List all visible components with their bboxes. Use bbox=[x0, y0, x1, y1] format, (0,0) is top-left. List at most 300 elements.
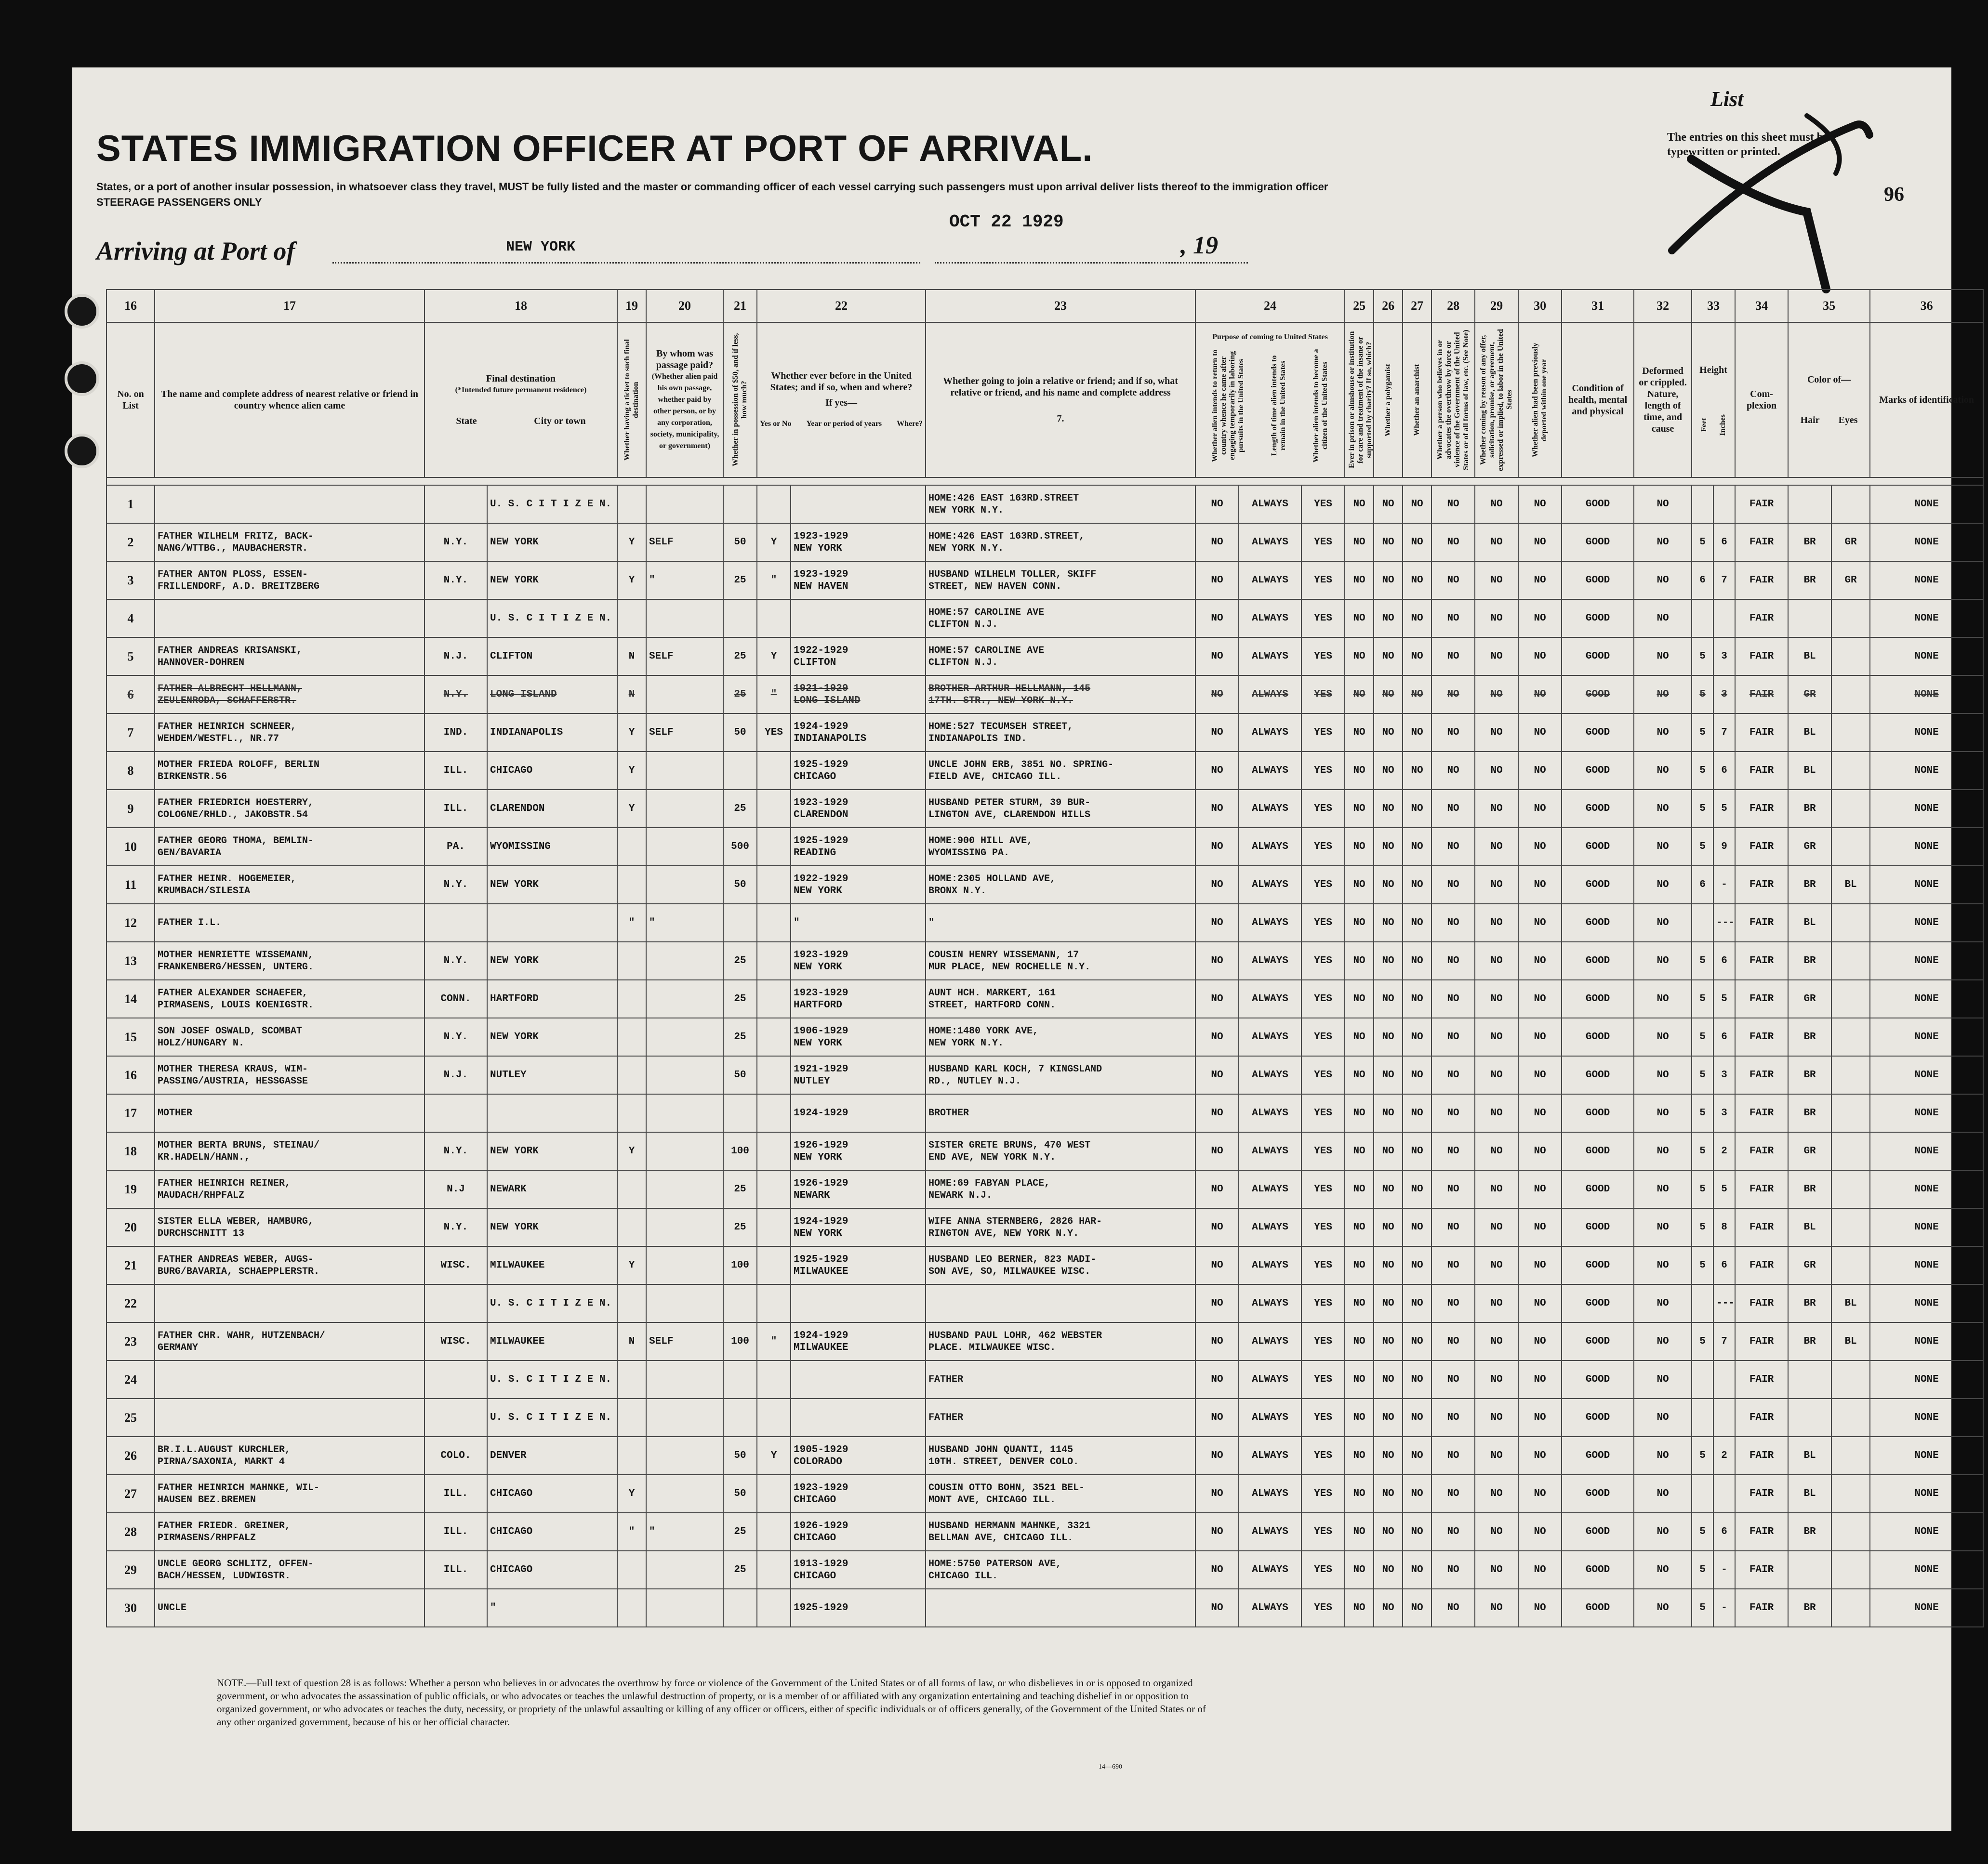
cell-deformed: NO bbox=[1634, 675, 1692, 714]
deported-label: Whether alien had been previously deported within one year bbox=[1531, 343, 1549, 457]
binder-hole-icon bbox=[65, 361, 99, 396]
cell-deported: NO bbox=[1518, 485, 1562, 523]
cell-list-number: 29 bbox=[106, 1551, 155, 1589]
cell-relative-address-line: HOLZ/HUNGARY N. bbox=[158, 1037, 245, 1049]
cell-state bbox=[424, 1399, 487, 1437]
cell-relative-address-line: FATHER I.L. bbox=[158, 917, 222, 928]
cell-ticket bbox=[617, 980, 646, 1018]
page-number: 96 bbox=[1884, 184, 1904, 206]
cell-passage-paid: " bbox=[646, 904, 723, 942]
cell-money bbox=[723, 1399, 757, 1437]
cell-polygamist: NO bbox=[1374, 485, 1403, 523]
cell-eyes bbox=[1831, 1589, 1870, 1627]
cell-relative-address-line: MAUDACH/RHPFALZ bbox=[158, 1190, 245, 1201]
cell-joining-line: STREET, NEW HAVEN CONN. bbox=[928, 581, 1062, 592]
cell-contract: NO bbox=[1475, 1399, 1518, 1437]
cell-health: GOOD bbox=[1562, 942, 1634, 980]
cell-deformed: NO bbox=[1634, 904, 1692, 942]
polygamist-label: Whether a polygamist bbox=[1384, 363, 1392, 436]
cell-joining bbox=[926, 828, 1195, 866]
cell-passage-paid bbox=[646, 790, 723, 828]
cell-where: HARTFORD bbox=[794, 999, 842, 1011]
cell-relative-address bbox=[155, 1551, 424, 1589]
cell-inches: 6 bbox=[1713, 1018, 1735, 1056]
cell-deformed: NO bbox=[1634, 942, 1692, 980]
cell-health: GOOD bbox=[1562, 752, 1634, 790]
cell-joining bbox=[926, 637, 1195, 675]
cell-ticket: Y bbox=[617, 714, 646, 752]
cell-joining bbox=[926, 980, 1195, 1018]
cell-year-period: 1925-1929 bbox=[794, 1254, 848, 1265]
cell-prison: NO bbox=[1345, 1056, 1374, 1094]
cell-prison: NO bbox=[1345, 790, 1374, 828]
cell-relative-address bbox=[155, 485, 424, 523]
cell-year-period: 1926-1929 bbox=[794, 1520, 848, 1532]
cell-passage-paid: SELF bbox=[646, 523, 723, 561]
cell-deported: NO bbox=[1518, 1322, 1562, 1361]
cell-city bbox=[487, 904, 617, 942]
cell-state: N.Y. bbox=[424, 1208, 487, 1246]
cell-health: GOOD bbox=[1562, 828, 1634, 866]
cell-relative-address bbox=[155, 1361, 424, 1399]
cell-list-number: 14 bbox=[106, 980, 155, 1018]
cell-purpose-length: ALWAYS bbox=[1239, 675, 1301, 714]
cell-passage-paid bbox=[646, 1361, 723, 1399]
cell-deformed: NO bbox=[1634, 1589, 1692, 1627]
cell-purpose-return: NO bbox=[1195, 637, 1239, 675]
cell-inches: --- bbox=[1713, 1284, 1735, 1322]
passenger-row bbox=[106, 523, 1983, 561]
cell-joining-line: BRONX N.Y. bbox=[928, 885, 987, 897]
cell-purpose-length: ALWAYS bbox=[1239, 866, 1301, 904]
cell-joining-line: HOME:1480 YORK AVE, bbox=[928, 1025, 1039, 1037]
cell-where: CHICAGO bbox=[794, 771, 836, 782]
cell-purpose-citizen: YES bbox=[1301, 599, 1345, 637]
cell-state: WISC. bbox=[424, 1322, 487, 1361]
cell-purpose-return: NO bbox=[1195, 714, 1239, 752]
cell-prison: NO bbox=[1345, 1513, 1374, 1551]
cell-marks: NONE bbox=[1870, 1094, 1983, 1132]
cell-relative-address-line: GEN/BAVARIA bbox=[158, 847, 222, 859]
cell-joining bbox=[926, 1513, 1195, 1551]
cell-relative-address bbox=[155, 1132, 424, 1170]
cell-state: N.Y. bbox=[424, 675, 487, 714]
cell-deported: NO bbox=[1518, 1284, 1562, 1322]
cell-passage-paid bbox=[646, 1170, 723, 1208]
cell-deported: NO bbox=[1518, 866, 1562, 904]
cell-purpose-length: ALWAYS bbox=[1239, 637, 1301, 675]
cell-hair: BR bbox=[1788, 1284, 1831, 1322]
cell-purpose-citizen: YES bbox=[1301, 980, 1345, 1018]
cell-inches: 6 bbox=[1713, 1513, 1735, 1551]
header-prison bbox=[1345, 322, 1374, 477]
cell-inches: 3 bbox=[1713, 637, 1735, 675]
cell-complexion: FAIR bbox=[1735, 1170, 1788, 1208]
cell-joining-line: WYOMISSING PA. bbox=[928, 847, 1010, 859]
cell-feet bbox=[1692, 1399, 1713, 1437]
cell-contract: NO bbox=[1475, 1284, 1518, 1322]
cell-joining bbox=[926, 1551, 1195, 1589]
cell-where: READING bbox=[794, 847, 836, 859]
cell-year-period: " bbox=[794, 917, 800, 928]
cell-relative-address bbox=[155, 866, 424, 904]
cell-health: GOOD bbox=[1562, 1513, 1634, 1551]
cell-feet bbox=[1692, 904, 1713, 942]
cell-anarchist: NO bbox=[1403, 1208, 1431, 1246]
cell-anarchist: NO bbox=[1403, 1361, 1431, 1399]
cell-anarchist: NO bbox=[1403, 942, 1431, 980]
cell-relative-address-line: BACH/HESSEN, LUDWIGSTR. bbox=[158, 1570, 291, 1582]
cell-purpose-citizen: YES bbox=[1301, 1132, 1345, 1170]
cell-deformed: NO bbox=[1634, 485, 1692, 523]
cell-year-where bbox=[791, 828, 926, 866]
cell-state: WISC. bbox=[424, 1246, 487, 1284]
joining-label: Whether going to join a relative or friend; and if so, what relative or friend, and his name and complete address bbox=[943, 376, 1178, 398]
header-final-destination bbox=[424, 322, 617, 477]
cell-purpose-length: ALWAYS bbox=[1239, 485, 1301, 523]
header-spacer-row bbox=[106, 477, 1983, 485]
cell-deported: NO bbox=[1518, 904, 1562, 942]
header-no-on-list: No. on List bbox=[106, 322, 155, 477]
cell-prison: NO bbox=[1345, 942, 1374, 980]
cell-state: N.Y. bbox=[424, 942, 487, 980]
cell-anarchist: NO bbox=[1403, 1513, 1431, 1551]
header-marks: Marks of identification bbox=[1870, 322, 1983, 477]
cell-polygamist: NO bbox=[1374, 1513, 1403, 1551]
cell-money: 25 bbox=[723, 1551, 757, 1589]
cell-relative-address-line: SON JOSEF OSWALD, SCOMBAT bbox=[158, 1025, 303, 1037]
cell-health: GOOD bbox=[1562, 637, 1634, 675]
cell-list-number: 5 bbox=[106, 637, 155, 675]
cell-feet: 5 bbox=[1692, 1132, 1713, 1170]
cell-year-where bbox=[791, 1322, 926, 1361]
cell-purpose-length: ALWAYS bbox=[1239, 752, 1301, 790]
cell-purpose-length: ALWAYS bbox=[1239, 1094, 1301, 1132]
cell-deformed: NO bbox=[1634, 1513, 1692, 1551]
cell-purpose-citizen: YES bbox=[1301, 1170, 1345, 1208]
column-number: 24 bbox=[1195, 290, 1345, 322]
cell-relative-address bbox=[155, 1056, 424, 1094]
date-underline bbox=[935, 262, 1248, 264]
cell-health: GOOD bbox=[1562, 675, 1634, 714]
cell-deformed: NO bbox=[1634, 1208, 1692, 1246]
column-number: 27 bbox=[1403, 290, 1431, 322]
cell-relative-address-line: KR.HADELN/HANN., bbox=[158, 1151, 251, 1163]
cell-money bbox=[723, 599, 757, 637]
cell-ticket: Y bbox=[617, 523, 646, 561]
cell-anarchist: NO bbox=[1403, 1322, 1431, 1361]
cell-purpose-return: NO bbox=[1195, 599, 1239, 637]
passenger-row bbox=[106, 1399, 1983, 1437]
cell-polygamist: NO bbox=[1374, 828, 1403, 866]
cell-relative-address bbox=[155, 714, 424, 752]
cell-joining-line: NEW YORK N.Y. bbox=[928, 542, 1004, 554]
cell-list-number: 4 bbox=[106, 599, 155, 637]
color-of-label: Color of— bbox=[1807, 374, 1851, 385]
cell-purpose-citizen: YES bbox=[1301, 1361, 1345, 1399]
cell-joining-line: NEW YORK N.Y. bbox=[928, 504, 1004, 516]
cell-marks: NONE bbox=[1870, 1056, 1983, 1094]
cell-complexion: FAIR bbox=[1735, 1018, 1788, 1056]
cell-feet: 6 bbox=[1692, 561, 1713, 599]
port-of-arrival: NEW YORK bbox=[506, 239, 576, 255]
cell-year-period: 1926-1929 bbox=[794, 1139, 848, 1151]
cell-passage-paid bbox=[646, 1056, 723, 1094]
cell-complexion: FAIR bbox=[1735, 980, 1788, 1018]
cell-year-period: 1905-1929 bbox=[794, 1444, 848, 1455]
cell-hair: GR bbox=[1788, 1246, 1831, 1284]
header-yes-no: Yes or No bbox=[760, 420, 792, 428]
cell-polygamist: NO bbox=[1374, 1246, 1403, 1284]
cell-relative-address bbox=[155, 637, 424, 675]
cell-relative-address-line: FATHER FRIEDR. GREINER, bbox=[158, 1520, 291, 1532]
cell-eyes bbox=[1831, 1246, 1870, 1284]
cell-overthrow: NO bbox=[1431, 866, 1475, 904]
cell-deformed: NO bbox=[1634, 1437, 1692, 1475]
cell-relative-address-line: FATHER ANTON PLOSS, ESSEN- bbox=[158, 568, 308, 580]
cell-money: 25 bbox=[723, 980, 757, 1018]
cell-eyes bbox=[1831, 1056, 1870, 1094]
cell-ticket bbox=[617, 942, 646, 980]
cell-year-where bbox=[791, 866, 926, 904]
cell-relative-address-line: SISTER ELLA WEBER, HAMBURG, bbox=[158, 1216, 314, 1227]
cell-purpose-citizen: YES bbox=[1301, 1322, 1345, 1361]
cell-inches: - bbox=[1713, 1551, 1735, 1589]
cell-feet: 5 bbox=[1692, 980, 1713, 1018]
cell-passage-paid: " bbox=[646, 1513, 723, 1551]
cell-feet bbox=[1692, 485, 1713, 523]
cell-city: U. S. C I T I Z E N. bbox=[487, 1399, 617, 1437]
cell-inches: 6 bbox=[1713, 1246, 1735, 1284]
cell-relative-address-line: UNCLE GEORG SCHLITZ, OFFEN- bbox=[158, 1558, 314, 1570]
passenger-row bbox=[106, 714, 1983, 752]
cell-marks: NONE bbox=[1870, 561, 1983, 599]
cell-ticket: N bbox=[617, 675, 646, 714]
cell-marks: NONE bbox=[1870, 866, 1983, 904]
cell-year-period: 1924-1929 bbox=[794, 1108, 848, 1119]
cell-purpose-return: NO bbox=[1195, 1551, 1239, 1589]
cell-purpose-citizen: YES bbox=[1301, 1551, 1345, 1589]
cell-contract: NO bbox=[1475, 1437, 1518, 1475]
cell-anarchist: NO bbox=[1403, 828, 1431, 866]
cell-city: NEW YORK bbox=[487, 523, 617, 561]
cell-deported: NO bbox=[1518, 599, 1562, 637]
cell-contract: NO bbox=[1475, 980, 1518, 1018]
cell-deported: NO bbox=[1518, 1399, 1562, 1437]
cell-passage-paid: SELF bbox=[646, 1322, 723, 1361]
cell-purpose-return: NO bbox=[1195, 790, 1239, 828]
cell-joining-line: MONT AVE, CHICAGO ILL. bbox=[928, 1494, 1056, 1506]
cell-money: 25 bbox=[723, 561, 757, 599]
cell-joining-line: " bbox=[928, 917, 935, 928]
cell-hair bbox=[1788, 485, 1831, 523]
cell-ticket bbox=[617, 828, 646, 866]
cell-joining bbox=[926, 561, 1195, 599]
cell-year-where bbox=[791, 1589, 926, 1627]
cell-state bbox=[424, 1284, 487, 1322]
cell-marks: NONE bbox=[1870, 714, 1983, 752]
header-condition: Condition of health, mental and physical bbox=[1562, 322, 1634, 477]
cell-list-number: 6 bbox=[106, 675, 155, 714]
cell-year-where bbox=[791, 1437, 926, 1475]
cell-purpose-length: ALWAYS bbox=[1239, 561, 1301, 599]
passenger-row bbox=[106, 1056, 1983, 1094]
cell-eyes bbox=[1831, 1551, 1870, 1589]
cell-state bbox=[424, 1361, 487, 1399]
cell-anarchist: NO bbox=[1403, 980, 1431, 1018]
cell-purpose-return: NO bbox=[1195, 561, 1239, 599]
cell-polygamist: NO bbox=[1374, 675, 1403, 714]
cell-eyes bbox=[1831, 828, 1870, 866]
cell-passage-paid bbox=[646, 1437, 723, 1475]
cell-relative-address-line: FATHER WILHELM FRITZ, BACK- bbox=[158, 530, 314, 542]
cell-deformed: NO bbox=[1634, 1018, 1692, 1056]
cell-state: N.J. bbox=[424, 637, 487, 675]
cell-joining-line: BELLMAN AVE, CHICAGO ILL. bbox=[928, 1532, 1074, 1544]
cell-state bbox=[424, 1589, 487, 1627]
cell-polygamist: NO bbox=[1374, 942, 1403, 980]
purpose-length-label: Length of time alien intends to remain in the United States bbox=[1270, 355, 1287, 456]
cell-state bbox=[424, 599, 487, 637]
cell-hair: BR bbox=[1788, 942, 1831, 980]
cell-hair: BR bbox=[1788, 523, 1831, 561]
cell-ticket: Y bbox=[617, 1246, 646, 1284]
cell-health: GOOD bbox=[1562, 980, 1634, 1018]
cell-joining-line: PLACE. MILWAUKEE WISC. bbox=[928, 1342, 1056, 1353]
cell-overthrow: NO bbox=[1431, 1094, 1475, 1132]
cell-before-yes-no bbox=[757, 1170, 791, 1208]
cell-money bbox=[723, 485, 757, 523]
cell-purpose-citizen: YES bbox=[1301, 1475, 1345, 1513]
cell-feet: 5 bbox=[1692, 1094, 1713, 1132]
cell-inches: 9 bbox=[1713, 828, 1735, 866]
cell-year-where bbox=[791, 1551, 926, 1589]
cell-list-number: 13 bbox=[106, 942, 155, 980]
cell-overthrow: NO bbox=[1431, 1437, 1475, 1475]
cell-overthrow: NO bbox=[1431, 980, 1475, 1018]
cell-relative-address-line: FATHER HEINRICH REINER, bbox=[158, 1177, 291, 1189]
cell-contract: NO bbox=[1475, 1056, 1518, 1094]
cell-prison: NO bbox=[1345, 675, 1374, 714]
column-number: 33 bbox=[1692, 290, 1735, 322]
cell-deported: NO bbox=[1518, 1094, 1562, 1132]
cell-polygamist: NO bbox=[1374, 790, 1403, 828]
column-number: 23 bbox=[926, 290, 1195, 322]
height-sublabels bbox=[1695, 414, 1732, 436]
header-height bbox=[1692, 322, 1735, 477]
column-number: 25 bbox=[1345, 290, 1374, 322]
cell-feet: 5 bbox=[1692, 942, 1713, 980]
cell-joining-line: MUR PLACE, NEW ROCHELLE N.Y. bbox=[928, 961, 1091, 973]
cell-feet: 5 bbox=[1692, 1437, 1713, 1475]
cell-joining bbox=[926, 1132, 1195, 1170]
cell-passage-paid bbox=[646, 752, 723, 790]
header-purpose bbox=[1195, 322, 1345, 477]
cell-joining-line: 10TH. STREET, DENVER COLO. bbox=[928, 1456, 1079, 1467]
cell-year-where bbox=[791, 980, 926, 1018]
cell-joining-line: RD., NUTLEY N.J. bbox=[928, 1075, 1021, 1087]
cell-anarchist: NO bbox=[1403, 1589, 1431, 1627]
column-number: 26 bbox=[1374, 290, 1403, 322]
header-relative-address: The name and complete address of nearest relative or friend in country whence alien came bbox=[155, 322, 424, 477]
cell-eyes bbox=[1831, 599, 1870, 637]
cell-joining-line: HUSBAND PETER STURM, 39 BUR- bbox=[928, 797, 1091, 808]
cell-hair: GR bbox=[1788, 828, 1831, 866]
cell-polygamist: NO bbox=[1374, 866, 1403, 904]
cell-polygamist: NO bbox=[1374, 1322, 1403, 1361]
anarchist-label: Whether an anarchist bbox=[1413, 364, 1421, 436]
cell-joining-line: BROTHER ARTHUR HELLMANN, 145 bbox=[928, 683, 1091, 694]
cell-list-number: 27 bbox=[106, 1475, 155, 1513]
cell-deported: NO bbox=[1518, 1132, 1562, 1170]
cell-prison: NO bbox=[1345, 1589, 1374, 1627]
cell-city: INDIANAPOLIS bbox=[487, 714, 617, 752]
cell-joining bbox=[926, 1094, 1195, 1132]
passenger-row bbox=[106, 1094, 1983, 1132]
cell-city: U. S. C I T I Z E N. bbox=[487, 485, 617, 523]
cell-overthrow: NO bbox=[1431, 1208, 1475, 1246]
passenger-row bbox=[106, 561, 1983, 599]
cell-health: GOOD bbox=[1562, 904, 1634, 942]
cell-relative-address-line: GERMANY bbox=[158, 1342, 199, 1353]
cell-anarchist: NO bbox=[1403, 904, 1431, 942]
cell-before-yes-no bbox=[757, 1094, 791, 1132]
cell-feet: 5 bbox=[1692, 1018, 1713, 1056]
cell-relative-address bbox=[155, 1284, 424, 1322]
header-inches: Inches bbox=[1718, 414, 1727, 436]
cell-complexion: FAIR bbox=[1735, 1246, 1788, 1284]
cell-deported: NO bbox=[1518, 1246, 1562, 1284]
cell-feet: 5 bbox=[1692, 1513, 1713, 1551]
passenger-row bbox=[106, 1513, 1983, 1551]
cell-inches bbox=[1713, 1399, 1735, 1437]
cell-purpose-return: NO bbox=[1195, 1284, 1239, 1322]
cell-relative-address-line: FATHER GEORG THOMA, BEMLIN- bbox=[158, 835, 314, 846]
cell-marks: NONE bbox=[1870, 485, 1983, 523]
cell-deformed: NO bbox=[1634, 980, 1692, 1018]
column-number: 32 bbox=[1634, 290, 1692, 322]
cell-marks: NONE bbox=[1870, 1322, 1983, 1361]
header-polygamist bbox=[1374, 322, 1403, 477]
cell-deported: NO bbox=[1518, 637, 1562, 675]
cell-health: GOOD bbox=[1562, 1437, 1634, 1475]
cell-year-where bbox=[791, 485, 926, 523]
cell-anarchist: NO bbox=[1403, 1551, 1431, 1589]
cell-feet: 5 bbox=[1692, 1208, 1713, 1246]
spacer-cell bbox=[106, 477, 1983, 485]
cell-list-number: 22 bbox=[106, 1284, 155, 1322]
cell-city bbox=[487, 1094, 617, 1132]
cell-relative-address bbox=[155, 1246, 424, 1284]
cell-polygamist: NO bbox=[1374, 561, 1403, 599]
cell-state: ILL. bbox=[424, 1513, 487, 1551]
cell-before-yes-no bbox=[757, 980, 791, 1018]
cell-overthrow: NO bbox=[1431, 561, 1475, 599]
cell-before-yes-no bbox=[757, 1018, 791, 1056]
question-28-note: NOTE.—Full text of question 28 is as follows: Whether a person who believes in or advocates the overthrow by force or violence of the Government of the United States or of all forms of law, or who disbelieves in or is opposed to organized government, or who advocates the assassination of public officials, or who advocates or teaches the unlawful destruction of property, or is a member of or affiliated with any organization entertaining and teaching disbelief in or opposition to organized government, or who advocates or teaches the duty, necessity, or propriety of the unlawful assaulting or killing of any officer or officers, either of specific individuals or of officers generally, of the Government of the United States or of any other organized government, because of his or her official character. bbox=[217, 1677, 1206, 1728]
passenger-row bbox=[106, 1437, 1983, 1475]
cell-where: CHICAGO bbox=[794, 1532, 836, 1544]
cell-contract: NO bbox=[1475, 523, 1518, 561]
overthrow-label: Whether a person who believes in or advocates the overthrow by force or violence of the Government of the United States or of all forms of law, etc. (See Note) bbox=[1436, 330, 1471, 470]
header-passage-paid bbox=[646, 322, 723, 477]
cell-city: U. S. C I T I Z E N. bbox=[487, 1284, 617, 1322]
cell-city: LONG ISLAND bbox=[487, 675, 617, 714]
cell-deformed: NO bbox=[1634, 866, 1692, 904]
cell-relative-address bbox=[155, 1208, 424, 1246]
cell-purpose-return: NO bbox=[1195, 1322, 1239, 1361]
cell-health: GOOD bbox=[1562, 1132, 1634, 1170]
